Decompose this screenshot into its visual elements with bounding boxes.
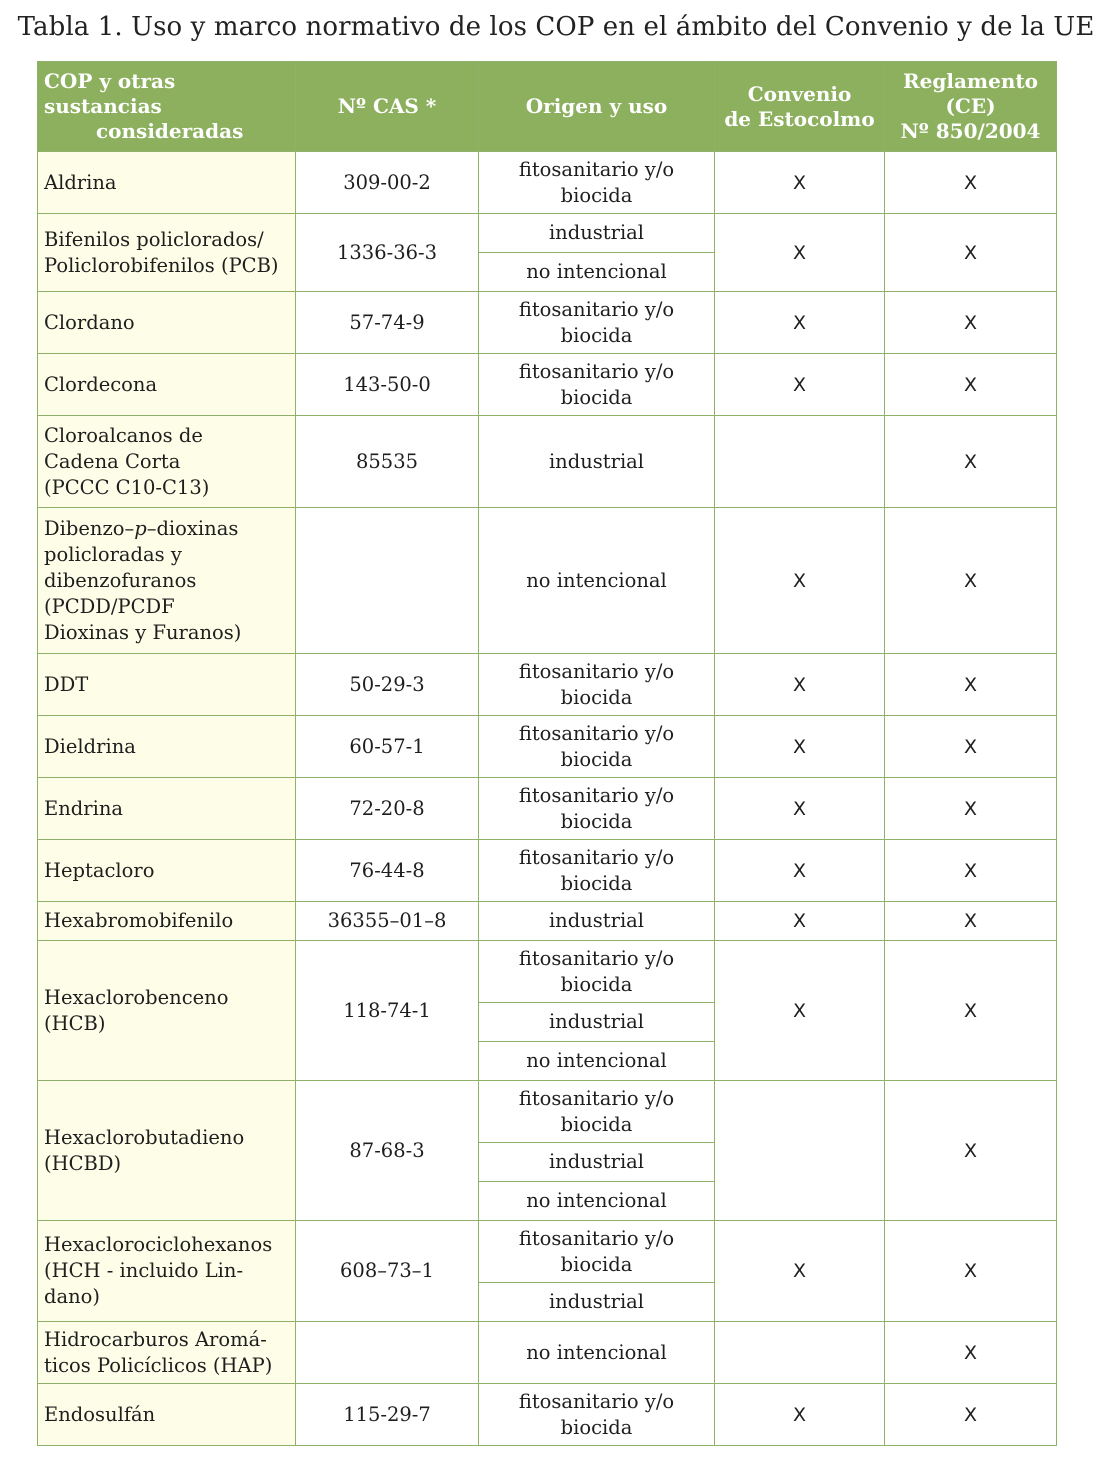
cas-number: 72-20-8 — [296, 778, 479, 840]
stockholm-mark: X — [715, 214, 885, 292]
cas-number: 76-44-8 — [296, 840, 479, 902]
substance-name: Endosulfán — [38, 1384, 296, 1446]
substance-name: Clordecona — [38, 354, 296, 416]
origin-use: no intencional — [479, 1322, 715, 1384]
substance-name: Dieldrina — [38, 716, 296, 778]
regulation-mark: X — [885, 654, 1057, 716]
stockholm-mark: X — [715, 1221, 885, 1322]
cop-table — [37, 61, 1057, 1446]
table-row — [38, 292, 1057, 354]
table-row — [38, 840, 1057, 902]
cas-number: 1336-36-3 — [296, 214, 479, 292]
table-row — [38, 416, 1057, 508]
cas-number: 309-00-2 — [296, 152, 479, 214]
substance-name: Aldrina — [38, 152, 296, 214]
origin-use: industrial — [479, 1143, 715, 1182]
substance-name: Hexaclorobenceno (HCB) — [38, 941, 296, 1081]
origin-use: fitosanitario y/o biocida — [479, 1081, 715, 1143]
table-row — [38, 1384, 1057, 1446]
table-row — [38, 902, 1057, 941]
substance-name: Hexaclorociclohexanos (HCH - incluido Lin- dano) — [38, 1221, 296, 1322]
regulation-mark: X — [885, 292, 1057, 354]
substance-name: Hexaclorobutadieno (HCBD) — [38, 1081, 296, 1221]
cas-number: 60-57-1 — [296, 716, 479, 778]
cas-number — [296, 508, 479, 654]
origin-use: industrial — [479, 214, 715, 253]
table-row — [38, 1221, 1057, 1283]
regulation-mark: X — [885, 1384, 1057, 1446]
origin-use: no intencional — [479, 253, 715, 292]
substance-name: Cloroalcanos de Cadena Corta (PCCC C10-C13) — [38, 416, 296, 508]
origin-use: no intencional — [479, 508, 715, 654]
table-row — [38, 1081, 1057, 1143]
table-row — [38, 716, 1057, 778]
regulation-mark: X — [885, 1221, 1057, 1322]
regulation-mark: X — [885, 508, 1057, 654]
stockholm-mark: X — [715, 941, 885, 1081]
origin-use: industrial — [479, 1003, 715, 1042]
stockholm-mark: X — [715, 292, 885, 354]
origin-use: fitosanitario y/o biocida — [479, 840, 715, 902]
regulation-mark: X — [885, 840, 1057, 902]
regulation-mark: X — [885, 941, 1057, 1081]
substance-name: Endrina — [38, 778, 296, 840]
origin-use: fitosanitario y/o biocida — [479, 716, 715, 778]
cas-number: 87-68-3 — [296, 1081, 479, 1221]
stockholm-mark: X — [715, 508, 885, 654]
origin-use: industrial — [479, 902, 715, 941]
cas-number: 118-74-1 — [296, 941, 479, 1081]
regulation-mark: X — [885, 716, 1057, 778]
header-row — [38, 62, 1057, 152]
stockholm-mark: X — [715, 902, 885, 941]
origin-use: fitosanitario y/o biocida — [479, 941, 715, 1003]
cas-number: 608–73–1 — [296, 1221, 479, 1322]
cas-number: 115-29-7 — [296, 1384, 479, 1446]
cas-number: 143-50-0 — [296, 354, 479, 416]
stockholm-mark: X — [715, 654, 885, 716]
substance-name: Hexabromobifenilo — [38, 902, 296, 941]
cas-number: 85535 — [296, 416, 479, 508]
cas-number: 36355–01–8 — [296, 902, 479, 941]
table-row — [38, 778, 1057, 840]
substance-name: Dibenzo–p–dioxinas policloradas y dibenzofuranos (PCDD/PCDF Dioxinas y Furanos) — [38, 508, 296, 654]
header-regulation: Reglamento (CE) Nº 850/2004 — [885, 62, 1057, 152]
header-origin: Origen y uso — [479, 62, 715, 152]
stockholm-mark — [715, 1081, 885, 1221]
regulation-mark: X — [885, 1322, 1057, 1384]
stockholm-mark: X — [715, 354, 885, 416]
table-row — [38, 508, 1057, 654]
stockholm-mark — [715, 416, 885, 508]
origin-use: fitosanitario y/o biocida — [479, 654, 715, 716]
table-row — [38, 152, 1057, 214]
stockholm-mark: X — [715, 840, 885, 902]
table-row — [38, 1322, 1057, 1384]
origin-use: fitosanitario y/o biocida — [479, 778, 715, 840]
regulation-mark: X — [885, 416, 1057, 508]
table-caption: Tabla 1. Uso y marco normativo de los COP en el ámbito del Convenio y de la UE — [17, 12, 1095, 42]
origin-use: industrial — [479, 416, 715, 508]
regulation-mark: X — [885, 902, 1057, 941]
origin-use: no intencional — [479, 1182, 715, 1221]
regulation-mark: X — [885, 354, 1057, 416]
table-row — [38, 654, 1057, 716]
stockholm-mark — [715, 1322, 885, 1384]
substance-name: Clordano — [38, 292, 296, 354]
regulation-mark: X — [885, 1081, 1057, 1221]
table-row — [38, 354, 1057, 416]
origin-use: no intencional — [479, 1042, 715, 1081]
substance-name: Heptacloro — [38, 840, 296, 902]
regulation-mark: X — [885, 152, 1057, 214]
cas-number: 50-29-3 — [296, 654, 479, 716]
table-row — [38, 214, 1057, 253]
origin-use: industrial — [479, 1283, 715, 1322]
regulation-mark: X — [885, 214, 1057, 292]
origin-use: fitosanitario y/o biocida — [479, 354, 715, 416]
header-stockholm: Convenio de Estocolmo — [715, 62, 885, 152]
regulation-mark: X — [885, 778, 1057, 840]
stockholm-mark: X — [715, 716, 885, 778]
substance-name: Bifenilos policlorados/ Policlorobifenilos (PCB) — [38, 214, 296, 292]
origin-use: fitosanitario y/o biocida — [479, 1384, 715, 1446]
table-row — [38, 941, 1057, 1003]
substance-name: DDT — [38, 654, 296, 716]
stockholm-mark: X — [715, 778, 885, 840]
stockholm-mark: X — [715, 152, 885, 214]
origin-use: fitosanitario y/o biocida — [479, 292, 715, 354]
header-substance: COP y otras sustancias consideradas — [38, 62, 296, 152]
header-cas: Nº CAS * — [296, 62, 479, 152]
origin-use: fitosanitario y/o biocida — [479, 152, 715, 214]
substance-name: Hidrocarburos Aromá- ticos Policíclicos (HAP) — [38, 1322, 296, 1384]
cas-number: 57-74-9 — [296, 292, 479, 354]
stockholm-mark: X — [715, 1384, 885, 1446]
origin-use: fitosanitario y/o biocida — [479, 1221, 715, 1283]
cas-number — [296, 1322, 479, 1384]
